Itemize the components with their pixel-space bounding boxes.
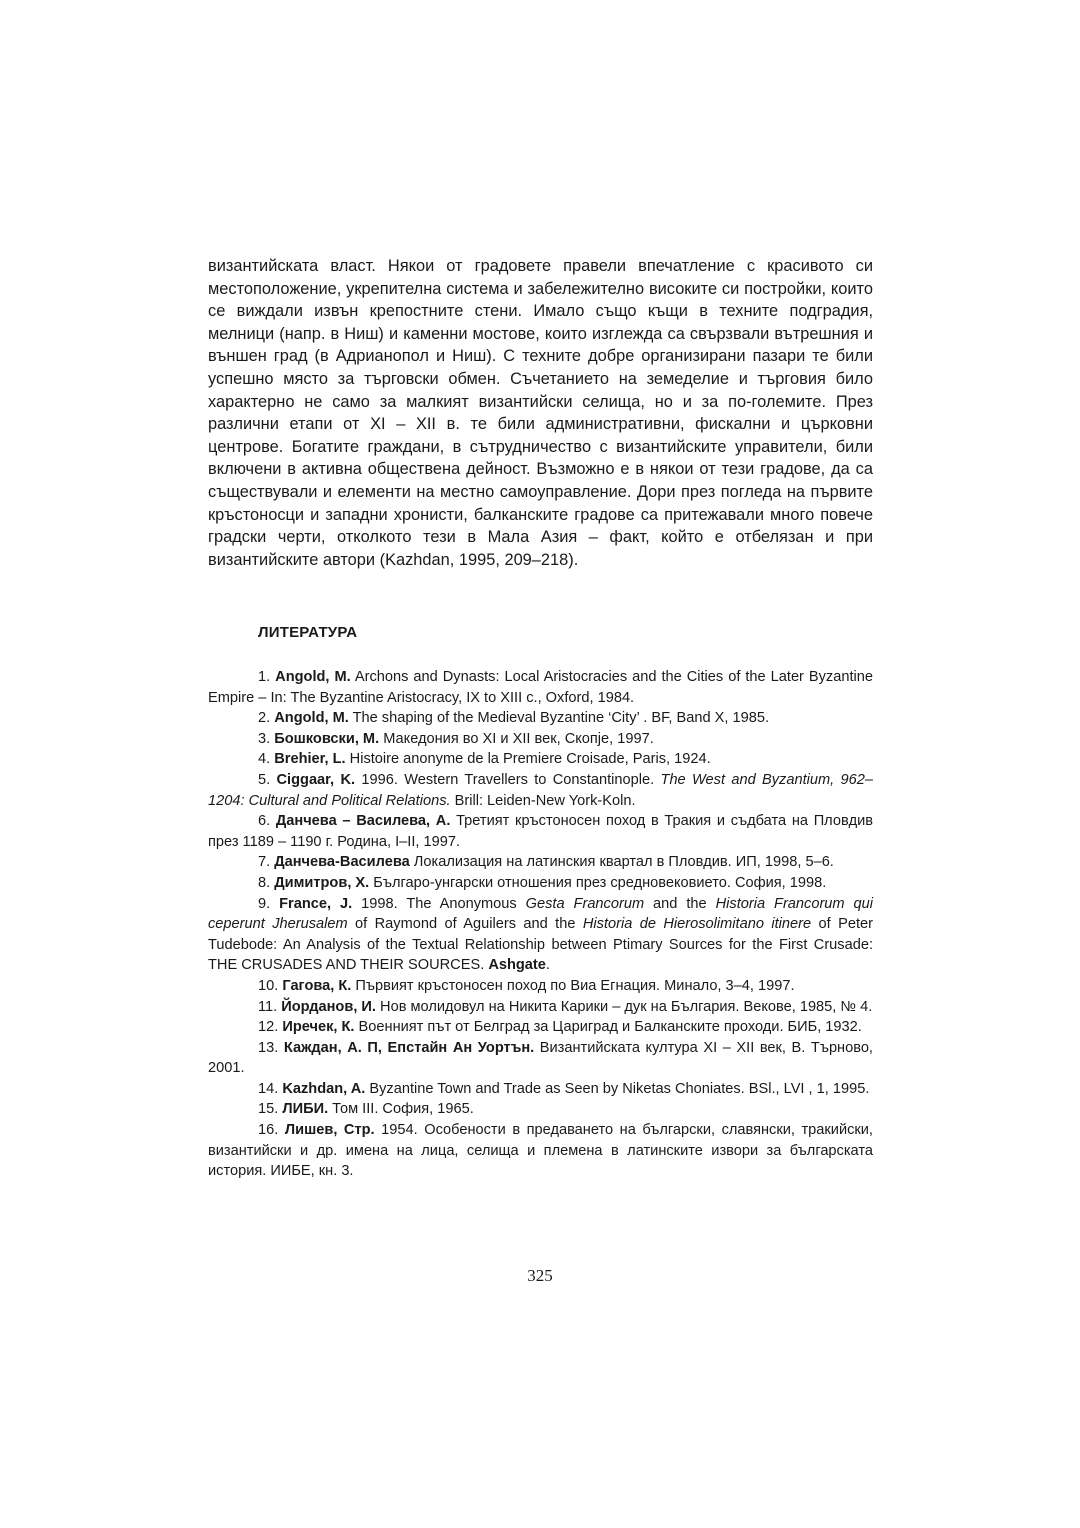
reference-author: Иречек, К. xyxy=(282,1019,355,1036)
reference-item: 5. Ciggaar, K. 1996. Western Travellers to Constantinople. The West and Byzantium, 962–1204: Cultural and Political Relations. Brill: Leiden-New York-Koln. xyxy=(208,771,874,809)
reference-item: 2. Angold, M. The shaping of the Medieval Byzantine ‘City’ . BF, Band X, 1985. xyxy=(258,710,770,727)
reference-author: Гагова, К. xyxy=(282,977,352,994)
reference-item: 3. Бошковски, М. Македония во XI и XII век, Скопjе, 1997. xyxy=(258,730,654,747)
reference-author: ЛИБИ. xyxy=(282,1101,329,1118)
references-heading: ЛИТЕРАТУРА xyxy=(258,624,358,641)
reference-item: 13. Каждан, А. П, Епстайн Ан Уортън. Византийската култура XI – XII век, В. Търново, 2001. xyxy=(208,1039,873,1077)
reference-item: 10. Гагова, К. Първият кръстоносен поход по Виа Егнация. Минало, 3–4, 1997. xyxy=(258,977,795,994)
reference-item: 15. ЛИБИ. Том III. София, 1965. xyxy=(258,1101,474,1118)
reference-author: Лишев, Стр. xyxy=(284,1122,375,1139)
reference-item: 1. Angold, M. Archons and Dynasts: Local Aristocracies and the Cities of the Later Byzantine Empire – In: The Byzantine Aristocracy, IX to XIII c., Oxford, 1984. xyxy=(208,669,873,706)
reference-item: 9. France, J. 1998. The Anonymous Gesta Francorum and the Historia Francorum qui ceperunt Jherusalem of Raymond of Aguilers and the Historia de Hierosolimitano itinere of Peter Tudebode: An Analysis of the Textual Relationship between Ptimary Sources for the First Crusade: THE CRUSADES AND THEIR SOURCES. Ashgate. xyxy=(208,895,874,974)
reference-author: Данчева – Василева, А. xyxy=(275,813,451,830)
reference-author: Ciggaar, K. xyxy=(276,771,356,788)
reference-author: Angold, M. xyxy=(275,669,351,685)
reference-item: 8. Димитров, Х. Българо-унгарски отношения през средновековието. София, 1998. xyxy=(258,874,827,891)
reference-author: Каждан, А. П, Епстайн Ан Уортън. xyxy=(283,1039,535,1056)
body-paragraph: византийската власт. Някои от градовете правели впечатление с красивото си местоположение, укрепителна система и забележително високите си постройки, които се виждали извън крепостните стени. Имало също къщи в техните подградия, мелници (напр. в Ниш) и каменни мостове, които изглежда са свързвали вътрешния и външен град (в Адрианопол и Ниш). С техните добре организирани пазари те били успешно място за търговски обмен. Съчетанието на земеделие и търговия било характерно не само за малкият византийски селища, но и за по-големите. През различни етапи от XI – XII в. те били административни, фискални и църковни центрове. Богатите граждани, в сътрудничество с византийските управители, били включени в активна обществена дейност. Възможно е в някои от тези градове, да са съществували и елементи на местно самоуправление. Дори през погледа на първите кръстоносци и западни хронисти, балканските градове са притежавали много повече градски черти, отколкото тези в Мала Азия – факт, който е отбелязан и при византийските автори (Kazhdan, 1995, 209–218). xyxy=(208,257,873,569)
reference-author: France, J. xyxy=(279,895,353,912)
reference-item: 7. Данчева-Василева Локализация на латинския квартал в Пловдив. ИП, 1998, 5–6. xyxy=(258,854,834,871)
reference-item: 4. Brehier, L. Histoire anonyme de la Premiere Croisade, Paris, 1924. xyxy=(258,751,711,768)
reference-author: Димитров, Х. xyxy=(274,874,370,891)
reference-item: 14. Kazhdan, A. Byzantine Town and Trade as Seen by Niketas Choniates. BSl., LVI , 1, 1995. xyxy=(258,1080,870,1097)
page-number: 325 xyxy=(527,1266,553,1285)
reference-author: Angold, M. xyxy=(274,710,349,727)
reference-author: Данчева-Василева xyxy=(274,854,410,871)
reference-author: Kazhdan, A. xyxy=(282,1080,366,1097)
reference-item: 6. Данчева – Василева, А. Третият кръстоносен поход в Тракия и съдбата на Пловдив през 1189 – 1190 г. Родина, I–II, 1997. xyxy=(208,813,873,850)
reference-list xyxy=(208,667,873,1182)
body-text-block xyxy=(208,255,873,571)
reference-item: 16. Лишев, Стр. 1954. Особености в предаването на български, славянски, тракийски, византийски и др. имена на лица, селища и племена в латинските извори за българската история. ИИБЕ, кн. 3. xyxy=(208,1122,873,1180)
reference-author: Йорданов, И. xyxy=(281,998,376,1015)
reference-author: Brehier, L. xyxy=(274,751,346,768)
reference-item: 12. Иречек, К. Военният път от Белград за Цариград и Балканските проходи. БИБ, 1932. xyxy=(258,1019,862,1036)
reference-item: 11. Йорданов, И. Нов молидовул на Никита Карики – дук на България. Векове, 1985, № 4. xyxy=(258,998,873,1015)
reference-author: Бошковски, М. xyxy=(274,730,380,747)
